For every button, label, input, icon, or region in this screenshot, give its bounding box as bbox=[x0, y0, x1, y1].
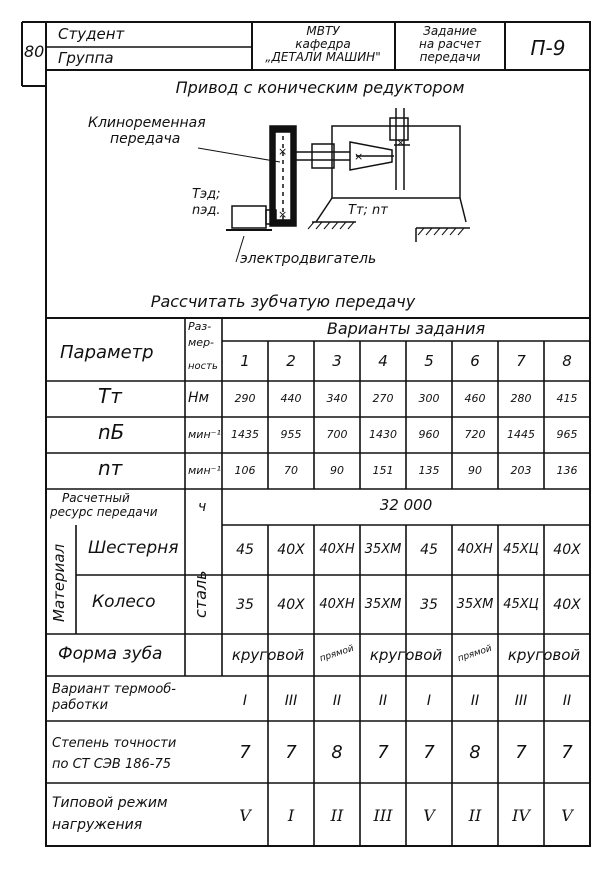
tooth-shape-cell: круговой bbox=[507, 646, 581, 664]
tooth-shape-label: Форма зуба bbox=[58, 644, 163, 664]
table-cell: 440 bbox=[280, 392, 302, 405]
drive-schematic bbox=[198, 108, 470, 262]
table-cell: 35 bbox=[236, 597, 254, 613]
table-cell: 40Х bbox=[553, 597, 581, 613]
parameter-header: Параметр bbox=[60, 342, 154, 363]
variant-number: 6 bbox=[470, 352, 480, 370]
load-mode-label-1: Типовой режим bbox=[52, 795, 168, 811]
wheel-label: Колесо bbox=[92, 592, 156, 612]
row-unit-resource: ч bbox=[198, 499, 207, 515]
variant-number: 2 bbox=[286, 352, 296, 370]
table-cell: 270 bbox=[372, 392, 394, 405]
tooth-shape-cell: круговой bbox=[369, 646, 443, 664]
unit-header-1: Раз- bbox=[188, 320, 212, 333]
table-cell: 40Х bbox=[277, 542, 305, 558]
motor-label: электродвигатель bbox=[240, 251, 377, 267]
table-cell: 135 bbox=[418, 464, 440, 477]
table-cell: 1430 bbox=[369, 428, 397, 441]
accuracy-label-2: по СТ СЭВ 186-75 bbox=[52, 757, 171, 772]
table-cell: 106 bbox=[234, 464, 256, 477]
table-cell: II bbox=[468, 806, 482, 825]
variant-number: 4 bbox=[378, 352, 388, 370]
table-cell: 290 bbox=[234, 392, 256, 405]
table-cell: 7 bbox=[561, 742, 573, 763]
svg-text:×: × bbox=[278, 208, 288, 221]
assignment-label-1: Задание bbox=[423, 24, 477, 38]
motor-speed-label: nэд. bbox=[192, 203, 221, 218]
table-cell: II bbox=[562, 693, 572, 709]
table-cell: III bbox=[284, 693, 298, 709]
row-label-speed-in: nБ bbox=[98, 420, 125, 444]
table-cell: 136 bbox=[556, 464, 578, 477]
table-cell: I bbox=[426, 693, 432, 709]
row-label-speed-out: nт bbox=[98, 456, 123, 480]
belt-drive-label-2: передача bbox=[110, 131, 181, 147]
department-name: „ДЕТАЛИ МАШИН" bbox=[265, 50, 381, 64]
table-cell: 700 bbox=[326, 428, 348, 441]
table-cell: V bbox=[423, 806, 435, 825]
table-cell: 40Х bbox=[277, 597, 305, 613]
table-cell: II bbox=[470, 693, 480, 709]
heat-treatment-label-1: Вариант термооб- bbox=[52, 682, 177, 697]
table-caption: Рассчитать зубчатую передачу bbox=[150, 292, 416, 311]
row-label-torque: Тт bbox=[98, 384, 122, 408]
table-cell: 460 bbox=[464, 392, 486, 405]
unit-header-3: ность bbox=[188, 361, 218, 372]
tooth-shape-cell: прямой bbox=[318, 643, 356, 665]
table-cell: II bbox=[330, 806, 344, 825]
table-cell: 1445 bbox=[507, 428, 535, 441]
table-cell: 300 bbox=[418, 392, 440, 405]
table-cell: 35ХМ bbox=[364, 542, 402, 557]
row-unit-torque: Нм bbox=[188, 390, 210, 406]
row-unit-speed-in: мин⁻¹ bbox=[188, 428, 221, 441]
group-label: Группа bbox=[58, 49, 114, 67]
material-unit: сталь bbox=[191, 570, 210, 618]
table-cell: 955 bbox=[280, 428, 302, 441]
table-cell: 40Х bbox=[553, 542, 581, 558]
table-cell: 40ХН bbox=[319, 542, 355, 557]
table-cell: 8 bbox=[469, 742, 481, 763]
svg-text:×: × bbox=[396, 136, 406, 149]
table-cell: 35ХМ bbox=[456, 597, 494, 612]
tooth-shape-cell: круговой bbox=[231, 646, 305, 664]
table-cell: 7 bbox=[239, 742, 251, 763]
table-cell: II bbox=[378, 693, 388, 709]
table-cell: 35 bbox=[420, 597, 438, 613]
table-cell: II bbox=[332, 693, 342, 709]
row-label-resource-1: Расчетный bbox=[62, 491, 130, 505]
page-number: 80 bbox=[24, 42, 45, 61]
table-cell: 8 bbox=[331, 742, 343, 763]
table-cell: 965 bbox=[556, 428, 578, 441]
table-cell: I bbox=[242, 693, 248, 709]
accuracy-label-1: Степень точности bbox=[52, 736, 177, 751]
department: кафедра bbox=[295, 37, 351, 51]
material-label: Материал bbox=[50, 543, 68, 622]
table-cell: I bbox=[287, 806, 295, 825]
heat-treatment-label-2: работки bbox=[52, 698, 109, 713]
table-cell: 90 bbox=[330, 464, 344, 477]
table-cell: III bbox=[514, 693, 528, 709]
table-cell: 7 bbox=[423, 742, 435, 763]
institution: МВТУ bbox=[306, 24, 340, 38]
assignment-label-2: на расчет bbox=[418, 37, 482, 51]
belt-drive-label-1: Клиноременная bbox=[88, 115, 206, 131]
table-cell: 35ХМ bbox=[364, 597, 402, 612]
table-cell: 45 bbox=[420, 542, 438, 558]
variant-number: 3 bbox=[332, 352, 342, 370]
table-cell: III bbox=[373, 806, 393, 825]
row-label-resource-2: ресурс передачи bbox=[50, 505, 158, 519]
table-cell: 40ХН bbox=[457, 542, 493, 557]
row-unit-speed-out: мин⁻¹ bbox=[188, 464, 221, 477]
variant-number: 5 bbox=[424, 352, 434, 370]
table-cell: 720 bbox=[464, 428, 486, 441]
table-cell: 45ХЦ bbox=[503, 597, 539, 612]
table-cell: 7 bbox=[285, 742, 297, 763]
table-cell: 1435 bbox=[231, 428, 259, 441]
variant-number: 7 bbox=[516, 352, 526, 370]
table-cell: 90 bbox=[468, 464, 482, 477]
load-mode-label-2: нагружения bbox=[52, 817, 143, 833]
motor-torque-label: Тэд; bbox=[192, 187, 221, 202]
pinion-label: Шестерня bbox=[88, 538, 179, 558]
table-cell: 340 bbox=[326, 392, 348, 405]
variants-header: Варианты задания bbox=[326, 319, 486, 338]
table-cell: 45 bbox=[236, 542, 254, 558]
tooth-shape-cell: прямой bbox=[456, 643, 494, 665]
student-label: Студент bbox=[58, 25, 125, 43]
table-cell: 960 bbox=[418, 428, 440, 441]
table-cell: 40ХН bbox=[319, 597, 355, 612]
table-cell: IV bbox=[512, 806, 530, 825]
table-cell: 415 bbox=[556, 392, 578, 405]
svg-text:×: × bbox=[354, 150, 364, 163]
resource-value: 32 000 bbox=[379, 496, 433, 514]
table-cell: 151 bbox=[372, 464, 394, 477]
table-cell: V bbox=[561, 806, 573, 825]
table-cell: 70 bbox=[284, 464, 298, 477]
table-cell: 203 bbox=[510, 464, 532, 477]
table-cell: 280 bbox=[510, 392, 532, 405]
variant-number: 1 bbox=[240, 352, 250, 370]
drive-title: Привод с коническим редуктором bbox=[175, 78, 465, 97]
table-cell: V bbox=[239, 806, 251, 825]
table-cell: 7 bbox=[377, 742, 389, 763]
svg-text:×: × bbox=[278, 145, 288, 158]
table-cell: 7 bbox=[515, 742, 527, 763]
unit-header-2: мер- bbox=[188, 336, 215, 349]
assignment-code: П-9 bbox=[530, 36, 566, 60]
variant-number: 8 bbox=[562, 352, 572, 370]
assignment-label-3: передачи bbox=[419, 50, 481, 64]
table-cell: 45ХЦ bbox=[503, 542, 539, 557]
output-label: Тт; nт bbox=[348, 203, 388, 218]
